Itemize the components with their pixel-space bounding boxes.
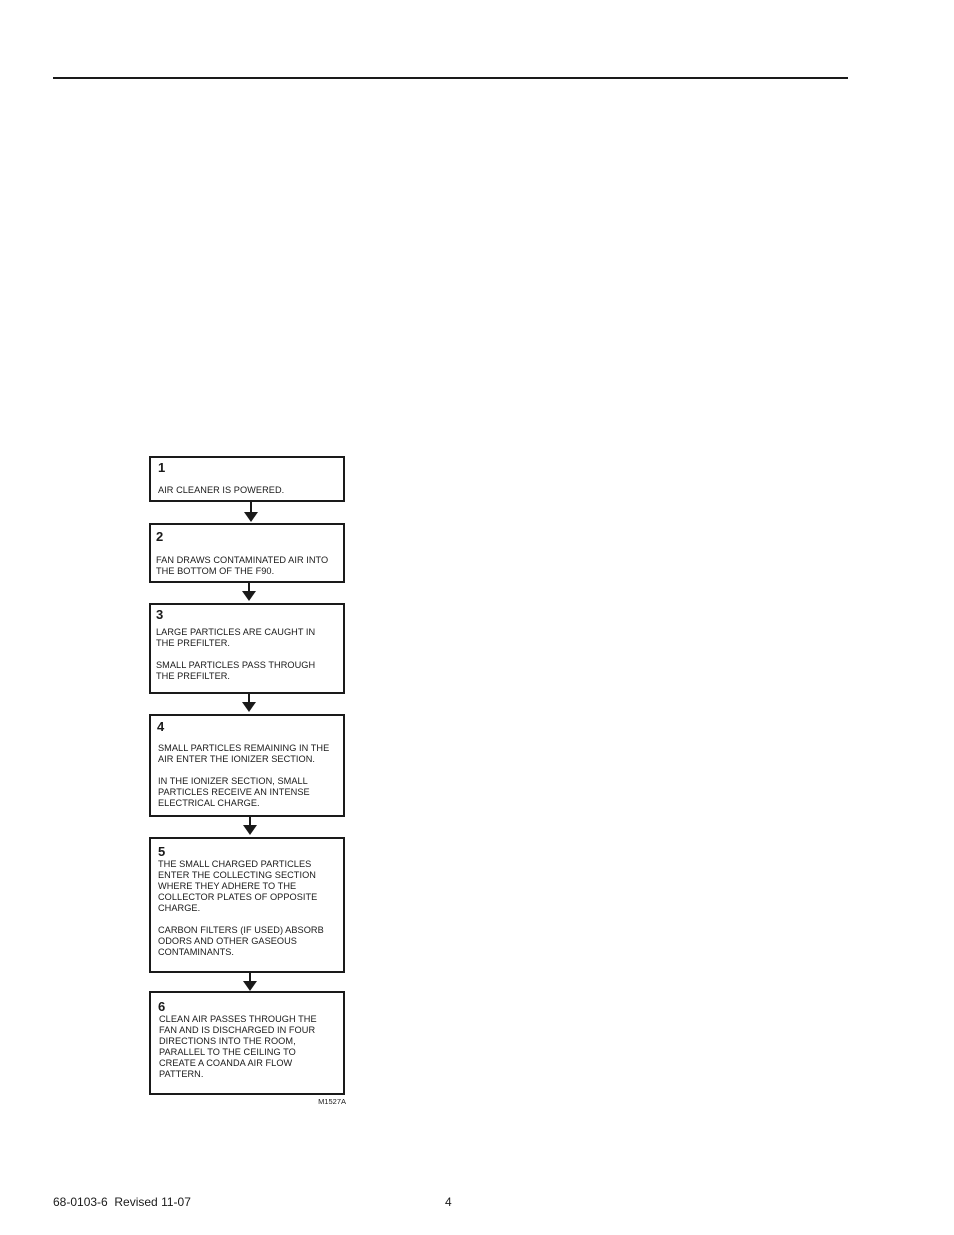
step-text-line: CLEAN AIR PASSES THROUGH THE FAN AND IS DISCHARGED IN FOUR DIRECTIONS INTO THE ROOM, PARALLEL TO THE CEILING TO CREATE A COANDA AIR FLOW PATTERN. [159, 1014, 317, 1079]
step-description [158, 859, 339, 958]
step-number: 6 [158, 999, 166, 1014]
step-description [158, 743, 339, 809]
step-text-line: AIR CLEANER IS POWERED. [158, 485, 285, 495]
step-number: 3 [156, 607, 164, 622]
step-text-line: THE SMALL CHARGED PARTICLES ENTER THE COLLECTING SECTION WHERE THEY ADHERE TO THE COLLECTOR PLATES OF OPPOSITE CHARGE. [158, 859, 318, 913]
arrow-down-icon [242, 702, 256, 712]
step-description [156, 555, 339, 577]
step-text-line: SMALL PARTICLES PASS THROUGH THE PREFILTER. [156, 660, 316, 681]
flow-step-6 [149, 991, 345, 1095]
step-description [159, 1014, 339, 1080]
step-number: 2 [156, 529, 164, 544]
figure-code: M1527A [318, 1097, 346, 1106]
arrow-down-icon [243, 981, 257, 991]
step-text-line: IN THE IONIZER SECTION, SMALL PARTICLES RECEIVE AN INTENSE ELECTRICAL CHARGE. [158, 776, 310, 808]
arrow-down-icon [243, 825, 257, 835]
flow-step-5 [149, 837, 345, 973]
step-text-line: SMALL PARTICLES REMAINING IN THE AIR ENTER THE IONIZER SECTION. [158, 743, 330, 764]
flow-step-3 [149, 603, 345, 694]
flow-step-4 [149, 714, 345, 817]
step-description [158, 485, 339, 496]
footer-doc-number: 68-0103-6 Revised 11-07 [53, 1195, 191, 1209]
step-number: 5 [158, 844, 166, 859]
step-number: 4 [157, 719, 165, 734]
flow-step-2 [149, 523, 345, 583]
step-number: 1 [158, 460, 166, 475]
step-text-line: FAN DRAWS CONTAMINATED AIR INTO THE BOTTOM OF THE F90. [156, 555, 329, 576]
flow-step-1 [149, 456, 345, 502]
arrow-down-icon [242, 591, 256, 601]
footer-page-number: 4 [445, 1195, 452, 1209]
step-text-line: CARBON FILTERS (IF USED) ABSORB ODORS AND OTHER GASEOUS CONTAMINANTS. [158, 925, 324, 957]
step-text-line: LARGE PARTICLES ARE CAUGHT IN THE PREFILTER. [156, 627, 316, 648]
header-rule [53, 77, 848, 79]
step-description [156, 627, 339, 682]
arrow-down-icon [244, 512, 258, 522]
